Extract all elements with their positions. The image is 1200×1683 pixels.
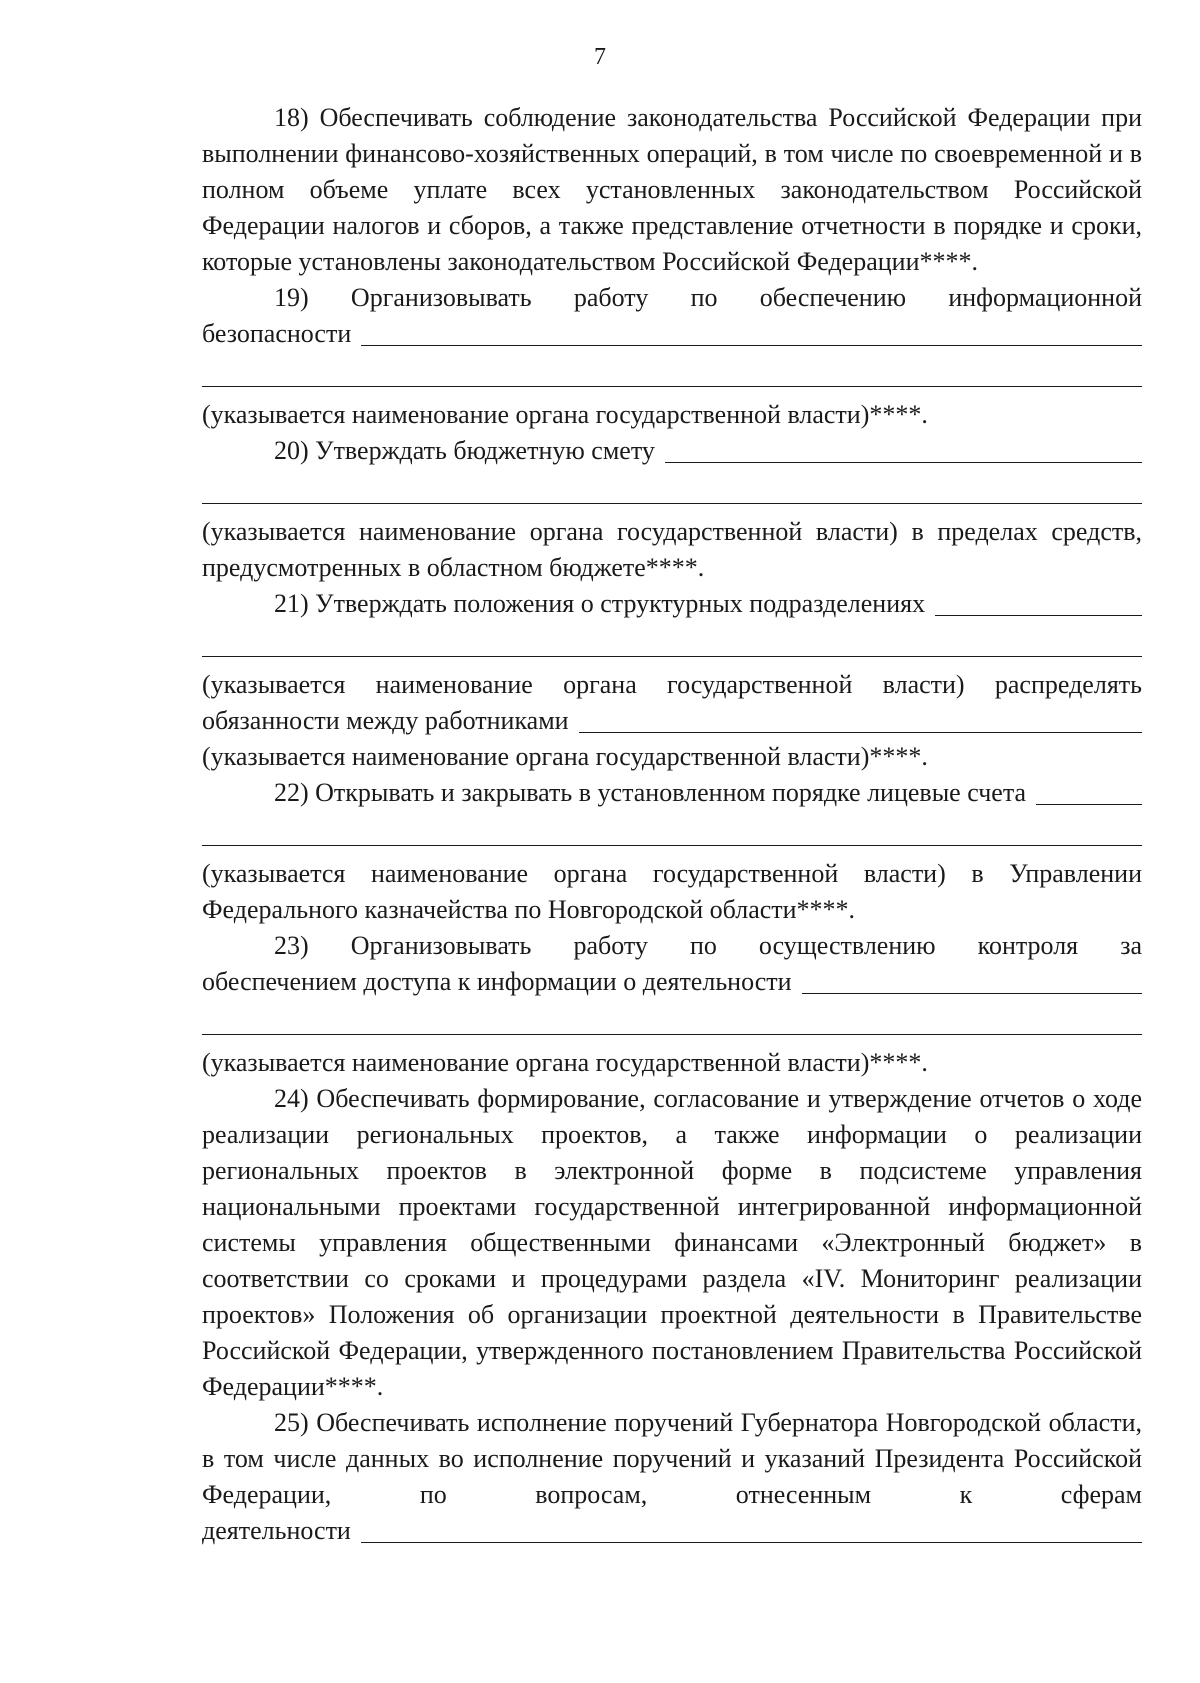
blank-line xyxy=(665,436,1142,463)
item-21-label: 21) Утверждать положения о структурных подразделениях xyxy=(274,589,926,618)
document-body xyxy=(202,100,1142,1549)
blank-line xyxy=(1036,778,1142,805)
item-19-label: безопасности xyxy=(202,319,352,348)
blank-line xyxy=(202,469,1142,504)
blank-line xyxy=(361,319,1142,346)
blank-line xyxy=(202,1000,1142,1035)
blank-line xyxy=(202,352,1142,387)
item-25: 25) Обеспечивать исполнение поручений Губернатора Новгородской области, в том числе данных во исполнение поручений и указаний Президента Российской Федерации, по вопросам, отнесенным к сферам xyxy=(202,1408,1142,1509)
item-20-note: (указывается наименование органа государственной власти) в пределах средств, предусмотренных в областном бюджете****. xyxy=(202,517,1142,582)
page-number: 7 xyxy=(594,44,606,70)
item-22-line-1 xyxy=(202,775,1142,811)
item-21-note: (указывается наименование органа государственной власти) распределять xyxy=(202,670,1142,699)
blank-line xyxy=(202,811,1142,846)
blank-line xyxy=(361,1516,1142,1543)
item-22-label: 22) Открывать и закрывать в установленном порядке лицевые счета xyxy=(274,778,1027,807)
blank-line xyxy=(935,589,1142,616)
item-25-label: деятельности xyxy=(202,1516,351,1545)
item-22-note: (указывается наименование органа государственной власти) в Управлении Федерального казначейства по Новгородской области****. xyxy=(202,859,1142,924)
item-20-line-1 xyxy=(202,433,1142,469)
item-23-line-2 xyxy=(202,964,1142,1000)
blank-line xyxy=(802,967,1142,994)
item-23-note: (указывается наименование органа государственной власти)****. xyxy=(202,1048,928,1077)
blank-line xyxy=(202,622,1142,657)
item-21-note-2: (указывается наименование органа государственной власти)****. xyxy=(202,742,928,771)
item-24: 24) Обеспечивать формирование, согласование и утверждение отчетов о ходе реализации региональных проектов, а также информации о реализации региональных проектов в электронной форме в подсистеме управления национальными проектами государственной интегрированной информационной системы управления общественными финансами «Электронный бюджет» в соответствии со сроками и процедурами раздела «IV. Мониторинг реализации проектов» Положения об организации проектной деятельности в Правительстве Российской Федерации, утвержденного постановлением Правительства Российской Федерации****. xyxy=(202,1084,1142,1401)
item-25-last-line xyxy=(202,1513,1142,1549)
item-20-label: 20) Утверждать бюджетную смету xyxy=(274,436,655,465)
item-23-label: обеспечением доступа к информации о деятельности xyxy=(202,967,792,996)
item-21-label-2: обязанности между работниками xyxy=(202,706,569,735)
item-19-line-2 xyxy=(202,316,1142,352)
item-18: 18) Обеспечивать соблюдение законодательства Российской Федерации при выполнении финансово-хозяйственных операций, в том числе по своевременной и в полном объеме уплате всех установленных законодательством Российской Федерации налогов и сборов, а также представление отчетности в порядке и сроки, которые установлены законодательством Российской Федерации****. xyxy=(202,103,1142,276)
item-23-line-1: 23) Организовывать работу по осуществлению контроля за xyxy=(274,931,1142,960)
blank-line xyxy=(579,706,1142,733)
item-21-line-3 xyxy=(202,703,1142,739)
item-21-line-1 xyxy=(202,586,1142,622)
item-19-line-1: 19) Организовывать работу по обеспечению информационной xyxy=(274,283,1142,312)
item-19-note: (указывается наименование органа государственной власти)****. xyxy=(202,400,928,429)
